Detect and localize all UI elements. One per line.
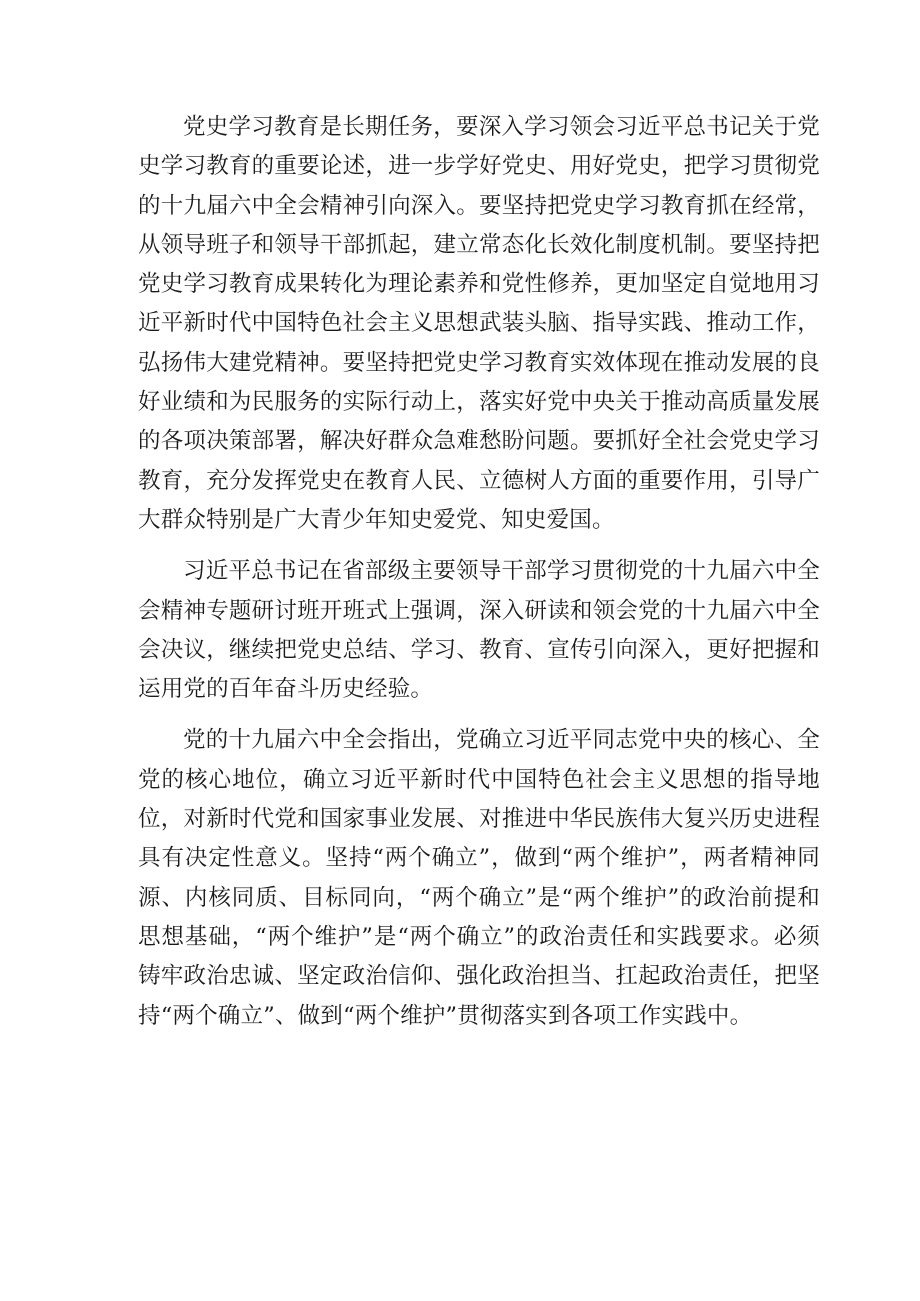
paragraph-3: 党的十九届六中全会指出，党确立习近平同志党中央的核心、全党的核心地位，确立习近平新时代中国特色社会主义思想的指导地位，对新时代党和国家事业发展、对推进中华民族伟大复兴历史进程具有决定性意义。坚持“两个确立”，做到“两个维护”，两者精神同源、内核同质、目标同向，“两个确立”是“两个维护”的政治前提和思想基础，“两个维护”是“两个确立”的政治责任和实践要求。必须铸牢政治忠诚、坚定政治信仰、强化政治担当、扛起政治责任，把坚持“两个确立”、做到“两个维护”贯彻落实到各项工作实践中。 — [138, 727, 820, 1029]
paragraph-1: 党史学习教育是长期任务，要深入学习领会习近平总书记关于党史学习教育的重要论述，进一步学好党史、用好党史，把学习贯彻党的十九届六中全会精神引向深入。要坚持把党史学习教育抓在经常，从领导班子和领导干部抓起，建立常态化长效化制度机制。要坚持把党史学习教育成果转化为理论素养和党性修养，更加坚定自觉地用习近平新时代中国特色社会主义思想武装头脑、指导实践、推动工作，弘扬伟大建党精神。要坚持把党史学习教育实效体现在推动发展的良好业绩和为民服务的实际行动上，落实好党中央关于推动高质量发展的各项决策部署，解决好群众急难愁盼问题。要抓好全社会党史学习教育，充分发挥党史在教育人民、立德树人方面的重要作用，引导广大群众特别是广大青少年知史爱党、知史爱国。 — [138, 114, 820, 533]
paragraph-2: 习近平总书记在省部级主要领导干部学习贯彻党的十九届六中全会精神专题研讨班开班式上强调，深入研读和领会党的十九届六中全会决议，继续把党史总结、学习、教育、宣传引向深入，更好把握和运用党的百年奋斗历史经验。 — [138, 558, 820, 703]
